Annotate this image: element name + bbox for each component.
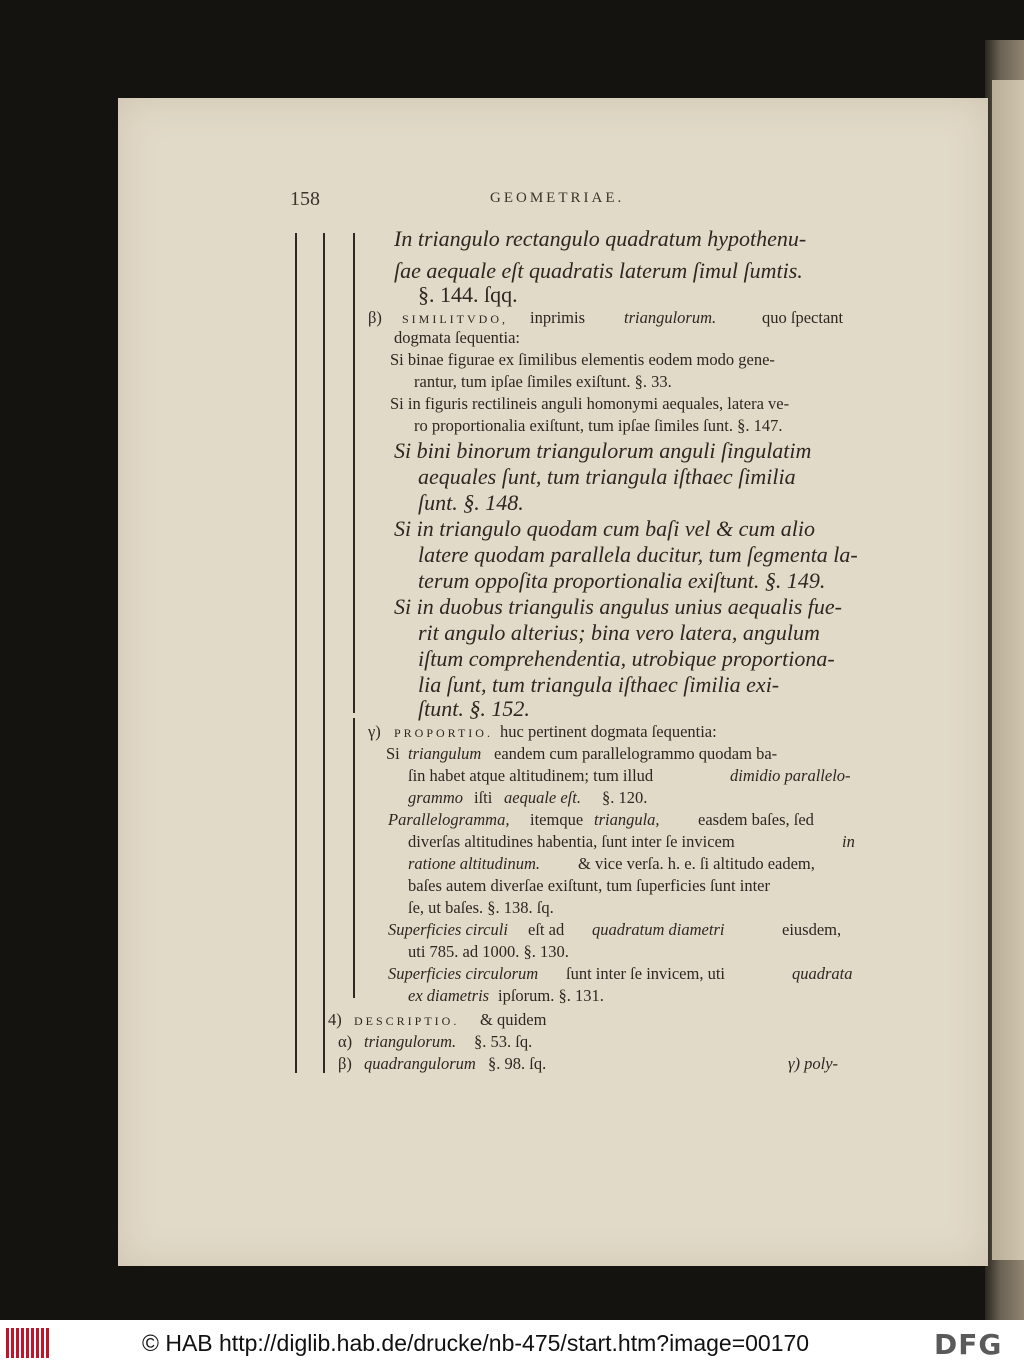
text-line: β) xyxy=(368,308,382,327)
text-line: ſin habet atque altitudinem; tum illud xyxy=(408,766,654,785)
bracket-rule-lower xyxy=(353,718,355,998)
text-line: & quidem xyxy=(480,1010,547,1029)
text-line: ſae aequale eſt quadratis laterum ſimul ſumtis. xyxy=(394,258,803,283)
text-line: iſtum comprehendentia, utrobique proportiona- xyxy=(418,646,835,671)
text-line: Si bini binorum triangulorum anguli ſingulatim xyxy=(394,438,812,463)
dfg-logo: DFG xyxy=(934,1328,1003,1361)
text-line: latere quodam parallela ducitur, tum ſegmenta la- xyxy=(418,542,858,567)
text-line: quadrangulorum xyxy=(364,1054,476,1073)
text-line: Si xyxy=(386,744,400,763)
text-line: uti 785. ad 1000. §. 130. xyxy=(408,942,569,961)
text-line: ſe, ut baſes. §. 138. ſq. xyxy=(408,898,554,917)
text-line: Si in figuris rectilineis anguli homonymi aequales, latera ve- xyxy=(390,394,790,413)
text-line: rit angulo alterius; bina vero latera, angulum xyxy=(418,620,820,645)
text-line: γ) poly- xyxy=(788,1054,839,1073)
text-line: eiusdem, xyxy=(782,920,842,939)
text-line: §. 98. ſq. xyxy=(488,1054,547,1073)
text-line: dogmata ſequentia: xyxy=(394,328,520,347)
running-title: GEOMETRIAE. xyxy=(490,190,625,206)
text-line: In triangulo rectangulo quadratum hypothenu- xyxy=(394,226,807,251)
text-line: Superficies circulorum xyxy=(388,964,539,983)
text-line: huc pertinent dogmata ſequentia: xyxy=(500,722,717,741)
text-line: triangula, xyxy=(594,810,660,829)
text-line: quadratum diametri xyxy=(592,920,725,939)
text-line: Superficies circuli xyxy=(388,920,508,939)
text-line: rantur, tum ipſae ſimiles exiſtunt. §. 33. xyxy=(414,372,672,391)
next-page-strip xyxy=(992,80,1024,1260)
text-line: triangulum xyxy=(408,744,482,763)
text-line: β) xyxy=(338,1054,352,1073)
text-line: ex diametris xyxy=(408,986,490,1005)
text-line: eſt ad xyxy=(528,920,565,939)
text-line: aequales ſunt, tum triangula iſthaec ſimilia xyxy=(418,464,796,489)
text-line: ipſorum. §. 131. xyxy=(498,986,604,1005)
text-line: terum oppoſita proportionalia exiſtunt. §. 149. xyxy=(418,568,826,593)
text-line: triangulorum. xyxy=(364,1032,457,1051)
text-line: in xyxy=(842,832,855,851)
bracket-rule-inner xyxy=(353,233,355,713)
text-line: §. 120. xyxy=(602,788,648,807)
hab-logo-icon xyxy=(6,1328,49,1358)
text-line: DESCRIPTIO. xyxy=(354,1014,460,1028)
footer-bar xyxy=(0,1320,1024,1368)
text-line: ro proportionalia exiſtunt, tum ipſae ſimiles ſunt. §. 147. xyxy=(414,416,783,435)
text-line: γ) xyxy=(368,722,381,741)
text-line: ſunt. §. 148. xyxy=(418,490,524,515)
text-line: eandem cum parallelogrammo quodam ba- xyxy=(494,744,778,763)
text-line: PROPORTIO. xyxy=(394,726,493,740)
text-line: ratione altitudinum. xyxy=(408,854,540,873)
text-line: baſes autem diverſae exiſtunt, tum ſuperficies ſunt inter xyxy=(408,876,770,895)
text-line: Si in duobus triangulis angulus unius aequalis fue- xyxy=(394,594,842,619)
running-head xyxy=(118,188,988,218)
text-line: iſti xyxy=(474,788,493,807)
bracket-rule-outer xyxy=(295,233,297,1073)
text-line: §. 144. ſqq. xyxy=(418,282,518,307)
text-line: quadrata xyxy=(792,964,853,983)
text-line: grammo xyxy=(408,788,464,807)
text-line: Si in triangulo quodam cum baſi vel & cum alio xyxy=(394,516,816,541)
text-line: α) xyxy=(338,1032,353,1051)
text-line: easdem baſes, ſed xyxy=(698,810,814,829)
text-line: inprimis xyxy=(530,308,586,327)
text-line: lia ſunt, tum triangula iſthaec ſimilia exi- xyxy=(418,672,780,697)
text-line: quo ſpectant xyxy=(762,308,844,327)
text-line: diverſas altitudines habentia, ſunt inter ſe invicem xyxy=(408,832,735,851)
text-line: aequale eſt. xyxy=(504,788,581,807)
text-line: 4) xyxy=(328,1010,342,1029)
text-line: ſtunt. §. 152. xyxy=(418,696,530,721)
book-page xyxy=(118,98,988,1266)
text-line: dimidio parallelo- xyxy=(730,766,851,785)
footer-link[interactable]: © HAB http://diglib.hab.de/drucke/nb-475/start.htm?image=00170 xyxy=(142,1330,810,1356)
page-number: 158 xyxy=(290,188,320,210)
text-line: §. 53. ſq. xyxy=(474,1032,533,1051)
text-line: triangulorum. xyxy=(624,308,717,327)
text-line: itemque xyxy=(530,810,584,829)
text-line: ſunt inter ſe invicem, uti xyxy=(566,964,726,983)
text-line: Parallelogramma, xyxy=(388,810,510,829)
bracket-rule-mid xyxy=(323,233,325,1073)
text-line: & vice verſa. h. e. ſi altitudo eadem, xyxy=(578,854,815,873)
text-line: SIMILITVDO, xyxy=(402,312,508,326)
text-line: Si binae figurae ex ſimilibus elementis eodem modo gene- xyxy=(390,350,775,369)
